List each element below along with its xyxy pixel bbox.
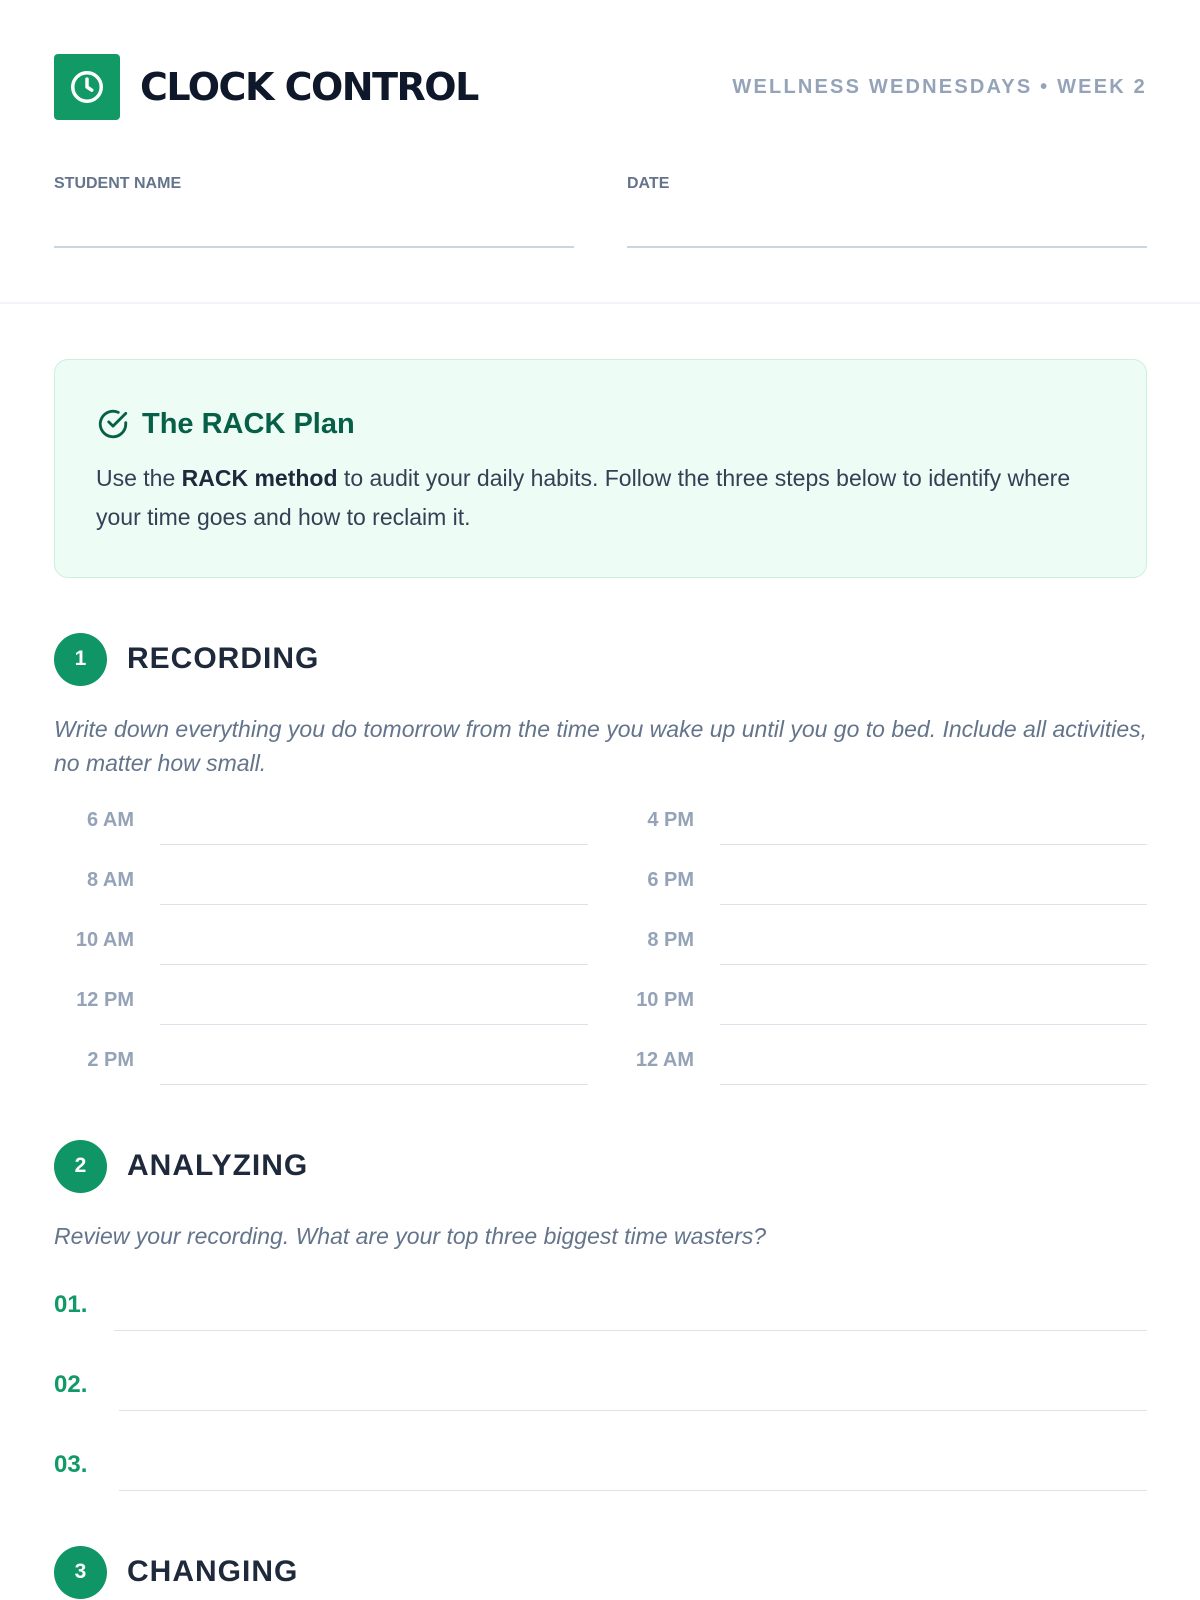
time-waster-number: 03. xyxy=(54,1451,88,1478)
time-label: 8 PM xyxy=(647,929,694,951)
time-row[interactable] xyxy=(54,861,588,905)
time-row[interactable] xyxy=(614,921,1147,965)
time-label: 12 AM xyxy=(635,1049,694,1071)
step-number-badge: 3 xyxy=(54,1546,107,1599)
time-entry-line xyxy=(720,964,1147,965)
callout-body-suffix: to audit your daily habits. Follow the three steps below to identify where your time goes and how to reclaim it. xyxy=(96,465,1071,530)
time-row[interactable] xyxy=(54,801,588,845)
time-label: 2 PM xyxy=(87,1049,134,1071)
time-row[interactable] xyxy=(614,801,1147,845)
time-waster-line[interactable] xyxy=(119,1490,1147,1491)
date-field[interactable] xyxy=(627,170,1147,248)
step-number-badge: 1 xyxy=(54,633,107,686)
time-row[interactable] xyxy=(614,1041,1147,1085)
time-label: 8 AM xyxy=(86,869,134,891)
time-entry-line xyxy=(160,964,588,965)
step-changing xyxy=(54,1545,298,1599)
time-entry-line xyxy=(720,844,1147,845)
callout-body-prefix: Use the xyxy=(96,465,182,491)
callout-heading xyxy=(96,406,355,442)
student-name-line xyxy=(54,246,574,248)
callout-title: The RACK Plan xyxy=(142,407,355,440)
student-name-label: STUDENT NAME xyxy=(54,175,182,192)
time-entry-line xyxy=(160,844,588,845)
header xyxy=(54,54,1147,120)
time-label: 6 AM xyxy=(86,809,134,831)
time-entry-line xyxy=(720,1024,1147,1025)
page-title: CLOCK CONTROL xyxy=(140,65,478,109)
step-recording xyxy=(54,632,319,686)
time-entry-line xyxy=(720,1084,1147,1085)
check-circle-icon xyxy=(96,407,130,441)
step-title: CHANGING xyxy=(127,1555,299,1588)
time-entry-line xyxy=(720,904,1147,905)
time-row[interactable] xyxy=(614,981,1147,1025)
clock-icon xyxy=(68,68,106,106)
series-label: WELLNESS WEDNESDAYS • WEEK 2 xyxy=(732,76,1147,98)
date-line xyxy=(627,246,1147,248)
logo-badge xyxy=(54,54,120,120)
callout-body xyxy=(96,459,1106,537)
student-name-field[interactable] xyxy=(54,170,574,248)
date-label: DATE xyxy=(627,175,670,192)
step-number-badge: 2 xyxy=(54,1140,107,1193)
rack-plan-callout xyxy=(54,359,1147,578)
time-waster-line[interactable] xyxy=(114,1330,1147,1331)
time-label: 4 PM xyxy=(647,809,694,831)
time-label: 10 AM xyxy=(75,929,134,951)
step-title: ANALYZING xyxy=(127,1149,309,1182)
time-row[interactable] xyxy=(54,921,588,965)
time-entry-line xyxy=(160,904,588,905)
step-analyzing xyxy=(54,1139,308,1193)
time-label: 6 PM xyxy=(647,869,694,891)
time-entry-line xyxy=(160,1024,588,1025)
time-label: 10 PM xyxy=(636,989,694,1011)
time-row[interactable] xyxy=(614,861,1147,905)
step-instruction: Review your recording. What are your top three biggest time wasters? xyxy=(54,1223,767,1249)
time-label: 12 PM xyxy=(76,989,134,1011)
time-waster-number: 02. xyxy=(54,1371,88,1398)
step-instruction: Write down everything you do tomorrow from the time you wake up until you go to bed. Include all activities, no matter how small. xyxy=(54,716,1148,776)
step-title: RECORDING xyxy=(127,642,320,675)
callout-body-bold: RACK method xyxy=(181,465,338,491)
time-row[interactable] xyxy=(54,981,588,1025)
header-divider xyxy=(0,302,1200,304)
time-waster-line[interactable] xyxy=(119,1410,1147,1411)
time-row[interactable] xyxy=(54,1041,588,1085)
time-waster-number: 01. xyxy=(54,1291,88,1318)
time-entry-line xyxy=(160,1084,588,1085)
